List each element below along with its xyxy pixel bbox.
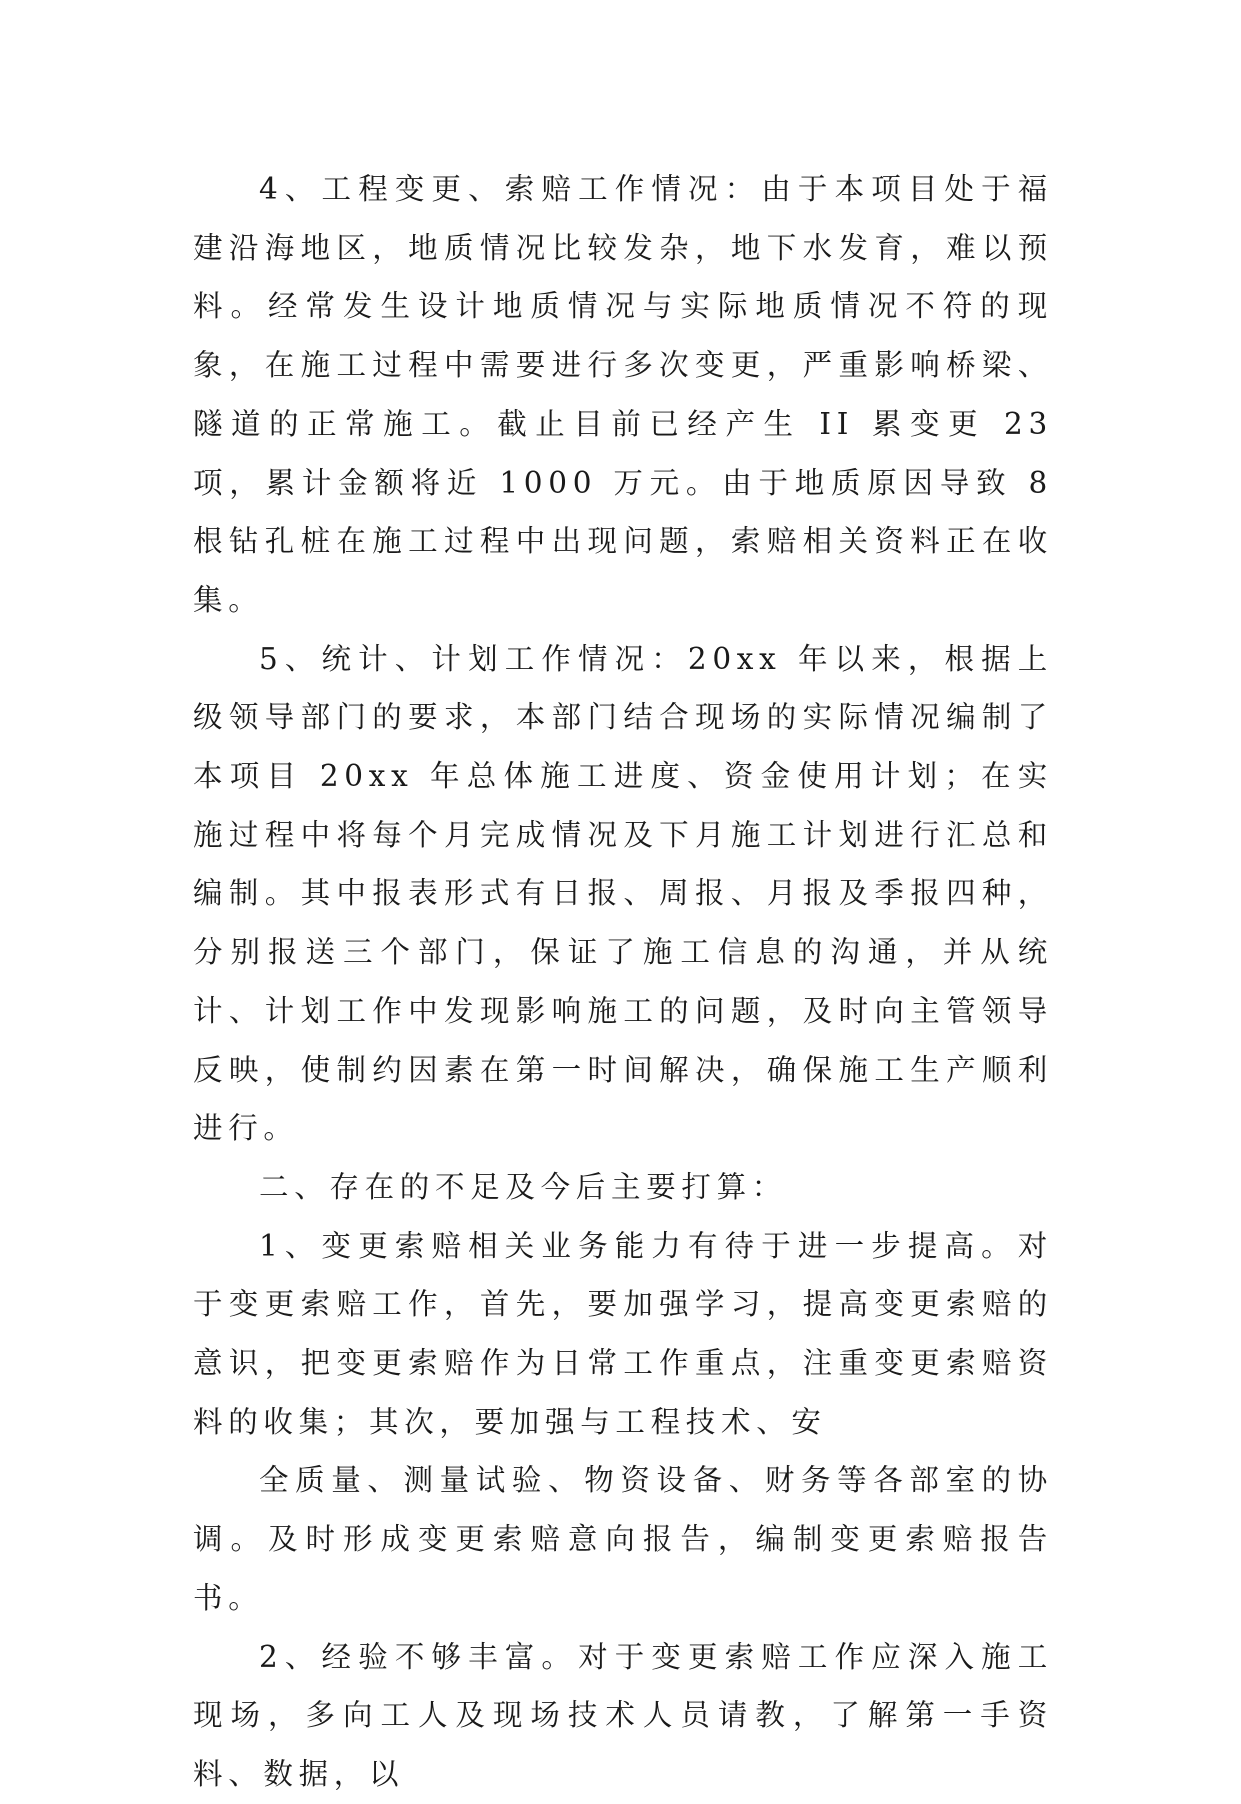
paragraph-statistics-planning: 5、统计、计划工作情况：20xx 年以来，根据上级领导部门的要求，本部门结合现场的实际情况编制了本项目 20xx 年总体施工进度、资金使用计划；在实施过程中将每个月完成情况及下月施工计划进行汇总和编制。其中报表形式有日报、周报、月报及季报四种，分别报送三个部门，保证了施工信息的沟通，并从统计、计划工作中发现影响施工的问题，及时向主管领导反映，使制约因素在第一时间解决，确保施工生产顺利进行。 — [193, 641, 1053, 1146]
paragraph-improve-ability: 1、变更索赔相关业务能力有待于进一步提高。对于变更索赔工作，首先，要加强学习，提高变更索赔的意识，把变更索赔作为日常工作重点，注重变更索赔资料的收集；其次，要加强与工程技术、安 — [193, 1228, 1053, 1439]
paragraph-coordination: 全质量、测量试验、物资设备、财务等各部室的协调。及时形成变更索赔意向报告，编制变更索赔报告书。 — [193, 1463, 1053, 1615]
section-heading-shortcomings: 二、存在的不足及今后主要打算： — [259, 1169, 788, 1204]
paragraph-experience: 2、经验不够丰富。对于变更索赔工作应深入施工现场，多向工人及现场技术人员请教，了解第一手资料、数据，以 — [193, 1639, 1053, 1791]
paragraph-change-claims: 4、工程变更、索赔工作情况：由于本项目处于福建沿海地区，地质情况比较发杂，地下水发育，难以预料。经常发生设计地质情况与实际地质情况不符的现象，在施工过程中需要进行多次变更，严重影响桥梁、隧道的正常施工。截止目前已经产生 II 累变更 23 项，累计金额将近 1000 万元。由于地质原因导致 8 根钻孔桩在施工过程中出现问题，索赔相关资料正在收集。 — [193, 172, 1053, 617]
document-body — [193, 160, 1053, 1804]
